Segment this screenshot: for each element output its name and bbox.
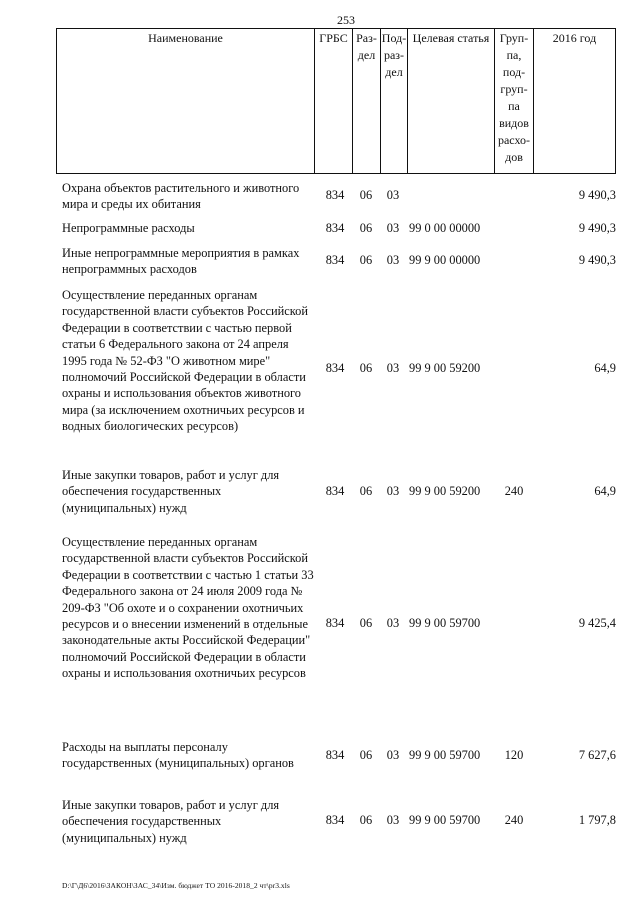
row-target: 99 9 00 59200 (409, 484, 481, 498)
header-podrazdel-line: Под- (381, 31, 407, 45)
header-group-line: па, (506, 48, 522, 62)
header-podrazdel-line: раз- (383, 48, 405, 62)
header-divider (533, 28, 534, 174)
row-podrazdel: 03 (386, 616, 400, 630)
row-amount: 1 797,8 (578, 813, 616, 827)
header-group-line: под- (502, 65, 526, 79)
header-group-line: па (508, 99, 520, 113)
row-razdel: 06 (359, 221, 373, 235)
row-grbs: 834 (325, 616, 345, 630)
row-podrazdel: 03 (386, 361, 400, 375)
row-grbs: 834 (325, 813, 345, 827)
header-group-line: груп- (500, 82, 528, 96)
header-razdel-line: Раз- (356, 31, 377, 45)
header-bottom-border (56, 173, 616, 174)
header-podrazdel-line: дел (385, 65, 403, 79)
row-amount: 9 490,3 (578, 253, 616, 267)
header-divider (314, 28, 315, 174)
row-grbs: 834 (325, 484, 345, 498)
row-amount: 9 490,3 (578, 221, 616, 235)
row-name: Иные закупки товаров, работ и услуг для обеспечения государственных (муниципальных) нужд (62, 468, 280, 515)
header-group-line: дов (505, 150, 523, 164)
row-grbs: 834 (325, 188, 345, 202)
row-grbs: 834 (325, 748, 345, 762)
row-amount: 7 627,6 (578, 748, 616, 762)
footer-file-path: D:\Г\Д6\2016\ЗАКОН\ЗАС_34\Изм. бюджет ТО 2016-2018_2 чт\pr3.xls (62, 881, 290, 890)
header-target: Целевая статья (412, 31, 490, 45)
header-group-line: Груп- (499, 31, 529, 45)
row-target: 99 0 00 00000 (409, 221, 481, 235)
header-right-border (615, 28, 616, 174)
header-name: Наименование (148, 31, 223, 45)
row-grbs: 834 (325, 361, 345, 375)
row-podrazdel: 03 (386, 188, 400, 202)
header-divider (407, 28, 408, 174)
row-name: Иные закупки товаров, работ и услуг для обеспечения государственных (муниципальных) нужд (62, 798, 280, 845)
row-name: Расходы на выплаты персоналу государственных (муниципальных) органов (62, 740, 294, 771)
row-razdel: 06 (359, 253, 373, 267)
header-podrazdel (381, 30, 407, 81)
header-group-line: видов (499, 116, 529, 130)
row-razdel: 06 (359, 748, 373, 762)
row-name: Иные непрограммные мероприятия в рамках непрограммных расходов (62, 246, 300, 277)
header-year: 2016 год (552, 31, 597, 45)
row-razdel: 06 (359, 813, 373, 827)
row-podrazdel: 03 (386, 253, 400, 267)
row-amount: 64,9 (594, 361, 616, 375)
row-target: 99 9 00 59200 (409, 361, 481, 375)
row-target: 99 9 00 00000 (409, 253, 481, 267)
row-group: 120 (504, 748, 524, 762)
header-top-border (56, 28, 616, 29)
page-number: 253 (337, 13, 355, 27)
header-group-line: расхо- (497, 133, 531, 147)
row-podrazdel: 03 (386, 484, 400, 498)
row-name: Охрана объектов растительного и животного мира и среды их обитания (62, 181, 300, 212)
row-target: 99 9 00 59700 (409, 616, 481, 630)
header-grbs: ГРБС (319, 31, 348, 45)
header-left-border (56, 28, 57, 174)
row-grbs: 834 (325, 221, 345, 235)
header-group (495, 30, 533, 166)
row-name: Непрограммные расходы (62, 221, 195, 235)
row-podrazdel: 03 (386, 221, 400, 235)
row-group: 240 (504, 484, 524, 498)
row-target: 99 9 00 59700 (409, 748, 481, 762)
row-podrazdel: 03 (386, 813, 400, 827)
row-name: Осуществление переданных органам государственной власти субъектов Российской Федерации в соответствии с частью первой статьи 6 Федерального закона от 24 апреля 1995 года № 52-ФЗ "О животном мире" полномочий Российской Федерации в области охраны и использования объектов животного мира (за исключением охотничьих ресурсов и водных биологических ресурсов) (62, 288, 309, 434)
row-razdel: 06 (359, 188, 373, 202)
row-razdel: 06 (359, 361, 373, 375)
row-razdel: 06 (359, 484, 373, 498)
row-target: 99 9 00 59700 (409, 813, 481, 827)
row-razdel: 06 (359, 616, 373, 630)
header-razdel (353, 30, 380, 64)
row-grbs: 834 (325, 253, 345, 267)
row-amount: 9 490,3 (578, 188, 616, 202)
row-podrazdel: 03 (386, 748, 400, 762)
row-amount: 64,9 (594, 484, 616, 498)
row-group: 240 (504, 813, 524, 827)
header-razdel-line: дел (357, 48, 376, 62)
row-name: Осуществление переданных органам государственной власти субъектов Российской Федерации в соответствии с частью 1 статьи 33 Федерального закона от 24 июля 2009 года № 209-ФЗ "Об охоте и о сохранении охотничьих ресурсов и о внесении изменений в отдельные законодательные акты Российской Федерации" полномочий Российской Федерации в области охраны и использования охотничьих ресурсов (62, 535, 314, 681)
row-amount: 9 425,4 (578, 616, 616, 630)
